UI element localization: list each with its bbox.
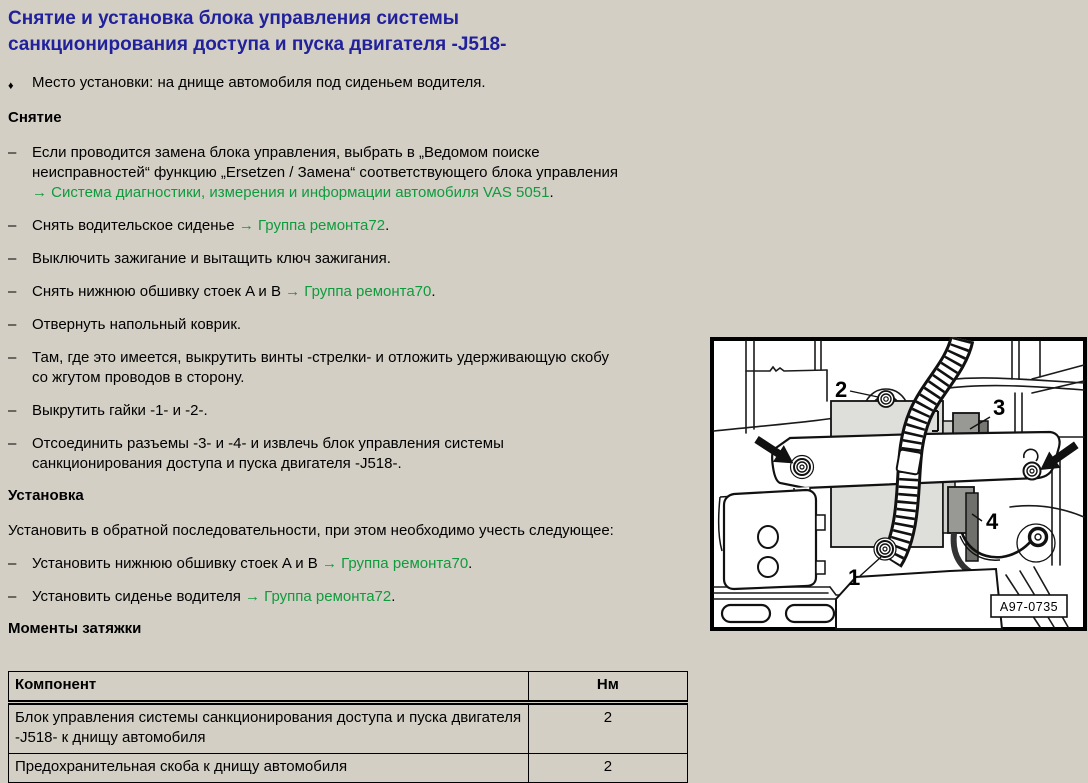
ring-terminal (1030, 529, 1047, 546)
step-text-segment: . (431, 283, 436, 300)
callout-2: 2 (835, 377, 848, 402)
reference-link[interactable]: → Система диагностики, измерения и информации автомобиля VAS 5051 (32, 184, 550, 201)
list-item (8, 348, 708, 388)
step-text (32, 249, 696, 269)
location-note-row (8, 73, 708, 96)
dash-marker: – (8, 402, 17, 419)
list-item (8, 216, 708, 236)
location-note: Место установки: на днище автомобиля под сиденьем водителя. (32, 74, 486, 91)
installation-steps (8, 554, 708, 607)
step-text (32, 216, 696, 236)
step-text-segment: Если проводится замена блока управления, выбрать в „Ведомом поиске (32, 144, 540, 161)
diamond-bullet: ♦ (8, 80, 14, 92)
section-heading-torques: Моменты затяжки (8, 620, 142, 637)
step-text-segment: . (468, 555, 473, 572)
step-text-segment: Отсоединить разъемы -3- и -4- и извлечь блок управления системы (32, 435, 504, 452)
step-text-segment: Снять нижнюю обшивку стоек A и B (32, 283, 286, 300)
dash-marker: – (8, 144, 17, 161)
torque-table-body (9, 703, 688, 783)
step-text-segment: . (391, 588, 396, 605)
component-cell: Предохранительная скоба к днищу автомобиля (9, 754, 529, 783)
step-text-segment: Выкрутить гайки -1- и -2-. (32, 402, 208, 419)
installation-intro: Установить в обратной последовательности, при этом необходимо учесть следующее: (8, 522, 614, 539)
dash-marker: – (8, 555, 17, 572)
dash-marker: – (8, 435, 17, 452)
table-row (9, 754, 688, 783)
component-cell: Блок управления системы санкционирования доступа и пуска двигателя -J518- к днищу автомобиля (9, 703, 529, 754)
step-text-segment: . (549, 184, 554, 201)
dash-marker: – (8, 250, 17, 267)
figure-label: A97-0735 (999, 600, 1059, 614)
step-text-segment: Там, где это имеется, выкрутить винты -стрелки- и отложить удерживающую скобу (32, 349, 610, 366)
hose-clamp (896, 449, 921, 474)
page-title (8, 6, 708, 58)
list-item (8, 315, 708, 335)
step-text-segment: со жгутом проводов в сторону. (32, 369, 245, 386)
torque-table-head (9, 672, 688, 703)
list-item (8, 143, 708, 203)
step-text (32, 554, 696, 574)
bracket-screw-left (791, 456, 814, 479)
step-text (32, 315, 696, 335)
callout-3: 3 (993, 395, 1006, 420)
torque-table-header-component: Компонент (9, 672, 529, 703)
step-text (32, 587, 696, 607)
callout-1: 1 (848, 565, 861, 590)
screw-2 (878, 391, 894, 407)
step-text-segment: Выключить зажигание и вытащить ключ зажигания. (32, 250, 391, 267)
section-heading-installation: Установка (8, 487, 84, 504)
dash-marker: – (8, 217, 17, 234)
reference-link[interactable]: → Группа ремонта72 (245, 588, 392, 605)
torque-value-cell: 2 (528, 703, 687, 754)
main-content (8, 6, 708, 783)
section-heading-removal: Снятие (8, 109, 62, 126)
torque-table-header-nm: Нм (528, 672, 687, 703)
step-text (32, 282, 696, 302)
page-title-line2: санкционирования доступа и пуска двигателя -J518- (8, 34, 507, 55)
carpet-piece (836, 569, 1002, 629)
step-text-segment: Установить нижнюю обшивку стоек A и B (32, 555, 322, 572)
list-item (8, 249, 708, 269)
step-text-segment: Установить сиденье водителя (32, 588, 246, 605)
figure-j518-location (710, 337, 1087, 631)
page-title-line1: Снятие и установка блока управления системы (8, 8, 460, 29)
torque-value-cell: 2 (528, 754, 687, 783)
torque-table (8, 671, 688, 783)
list-item (8, 282, 708, 302)
relay-box (719, 490, 825, 589)
list-item (8, 587, 708, 607)
torque-table-header-row (9, 672, 688, 703)
dash-marker: – (8, 349, 17, 366)
screw-1 (874, 538, 896, 560)
step-text-segment: Отвернуть напольный коврик. (32, 316, 242, 333)
step-text-segment: санкционирования доступа и пуска двигателя -J518-. (32, 455, 402, 472)
step-text-segment: неисправностей“ функцию „Ersetzen / Замена“ соответствующего блока управления (32, 164, 618, 181)
reference-link[interactable]: → Группа ремонта70 (285, 283, 432, 300)
list-item (8, 554, 708, 574)
table-row (9, 703, 688, 754)
list-item (8, 434, 708, 474)
step-text (32, 434, 696, 474)
step-text (32, 401, 696, 421)
dash-marker: – (8, 588, 17, 605)
step-text-segment: Снять водительское сиденье (32, 217, 239, 234)
removal-steps (8, 143, 708, 474)
step-text (32, 348, 696, 388)
dash-marker: – (8, 283, 17, 300)
reference-link[interactable]: → Группа ремонта70 (321, 555, 469, 572)
dash-marker: – (8, 316, 17, 333)
callout-4: 4 (986, 509, 999, 534)
technical-illustration (710, 337, 1087, 631)
list-item (8, 401, 708, 421)
step-text (32, 143, 696, 203)
reference-link[interactable]: → Группа ремонта72 (238, 217, 386, 234)
step-text-segment: . (385, 217, 390, 234)
